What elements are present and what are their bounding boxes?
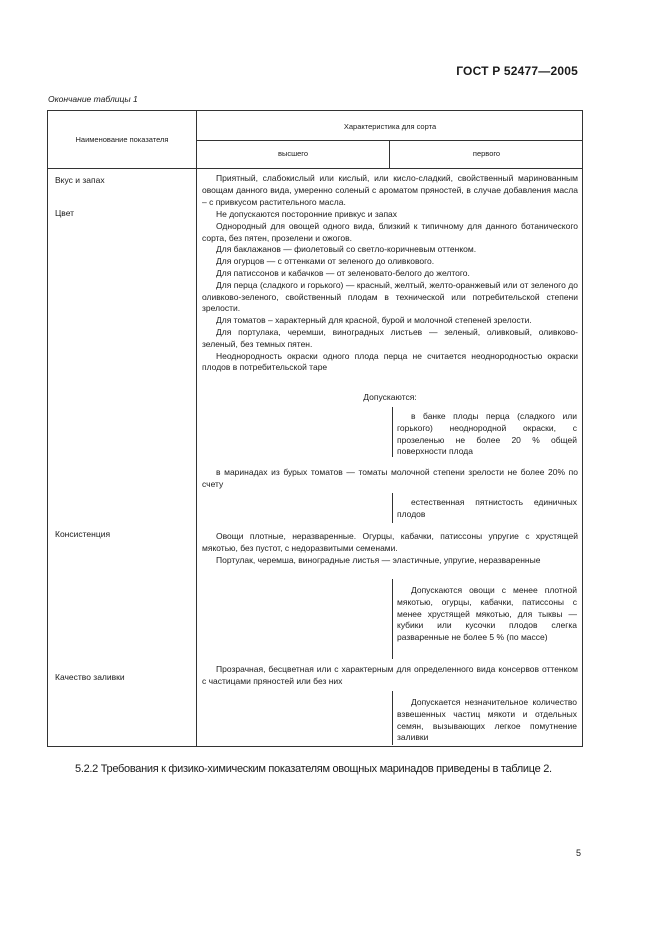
- consistency-note: [397, 585, 577, 644]
- filling-note-text: Допускается незначительное количество взвешенных частиц мякоти и отдельных семян, вызывающих легкое помутнение заливки: [397, 697, 577, 743]
- note-bracket: [392, 493, 393, 523]
- note-bracket: [392, 579, 393, 659]
- color-paragraph: Однородный для овощей одного вида, близкий к типичному для данного ботанического сорта, без пятен, прозелени и ожогов.: [202, 220, 578, 243]
- color-paragraph: Для томатов – характерный для красной, бурой и молочной степеней зрелости.: [216, 315, 532, 326]
- row-label-filling: Качество заливки: [55, 672, 125, 682]
- color-paragraph: в маринадах из бурых томатов — томаты молочной степени зрелости не более 20% по счету: [202, 467, 578, 489]
- row-label-color: Цвет: [55, 208, 75, 218]
- consistency-note-text: Допускаются овощи с менее плотной мякотью, огурцы, кабачки, патиссоны с менее хрустящей мякотью, для тыквы — кубики или кусочки плодов слегка разваренные не более 5 % (по массе): [397, 585, 577, 643]
- taste-description: [202, 173, 578, 208]
- page-number: 5: [576, 848, 582, 858]
- color-paragraph: Для перца (сладкого и горького) — красный, желтый, желто-оранжевый или от зеленого до оливково-зеленого, свойственный плодам в технической или потребительской степени зрелости.: [202, 279, 578, 314]
- filling-paragraph: Прозрачная, бесцветная или с характерным для определенного вида консервов оттенком с частицами пряностей или без них: [202, 664, 578, 686]
- color-paragraph: Не допускаются посторонние привкус и запах: [216, 209, 398, 219]
- consistency-paragraph: Овощи плотные, неразваренные. Огурцы, кабачки, патиссоны упругие с хрустящей мякотью, без пустот, с недоразвитыми семенами.: [202, 531, 578, 553]
- consistency-paragraph: Портулак, черемша, виноградные листья — эластичные, упругие, неразваренные: [216, 554, 541, 565]
- row-label-consistency: Консистенция: [55, 529, 111, 539]
- table-caption: Окончание таблицы 1: [48, 94, 138, 104]
- color-note-spots: [397, 497, 577, 521]
- quality-table: [47, 110, 583, 747]
- header-first-grade: первого: [472, 149, 501, 158]
- color-note-pepper: [397, 411, 577, 458]
- color-note-spots-text: естественная пятнистость единичных плодов: [397, 497, 577, 519]
- header-highest-grade: высшего: [277, 149, 309, 158]
- filling-description: [202, 664, 578, 688]
- header-divider: [196, 140, 583, 141]
- row-label-taste: Вкус и запах: [55, 175, 105, 185]
- note-bracket: [392, 407, 393, 457]
- color-paragraph: Для баклажанов — фиолетовый со светло-коричневым оттенком.: [216, 244, 477, 255]
- section-text: 5.2.2 Требования к физико-химическим показателям овощных маринадов приведены в таблице 2.: [75, 763, 552, 775]
- header-indicator-name: Наименование показателя: [75, 135, 169, 144]
- header-bottom-line: [48, 168, 583, 169]
- color-tomato-note: [202, 467, 578, 491]
- color-paragraph: Неоднородность окраски одного плода перца не считается неоднородностью окраски плодов в потребительской таре: [202, 350, 578, 373]
- consistency-description: [202, 531, 578, 566]
- filling-note: [397, 697, 577, 744]
- color-note-pepper-text: в банке плоды перца (сладкого или горького) неоднородной окраски, с прозеленью не более 20 % общей поверхности плода: [397, 411, 577, 457]
- taste-text: Приятный, слабокислый или кислый, или кисло-сладкий, свойственный маринованным овощам данного вида, умеренно соленый с ароматом пряностей, в случае добавления масла – с привкусом растительного масла.: [202, 173, 578, 207]
- note-bracket: [392, 691, 393, 745]
- allowed-heading: Допускаются:: [363, 392, 417, 402]
- header-characteristic: Характеристика для сорта: [343, 122, 437, 131]
- document-code: ГОСТ Р 52477—2005: [456, 64, 578, 78]
- color-paragraph: Для портулака, черемши, виноградных листьев — зеленый, оливковый, оливково-зеленый, без темных пятен.: [202, 326, 578, 349]
- column-divider: [196, 111, 197, 747]
- color-paragraph: Для огурцов — с оттенками от зеленого до оливкового.: [216, 256, 435, 267]
- color-description: [202, 209, 578, 374]
- color-paragraph: Для патиссонов и кабачков — от зеленовато-белого до желтого.: [216, 267, 470, 278]
